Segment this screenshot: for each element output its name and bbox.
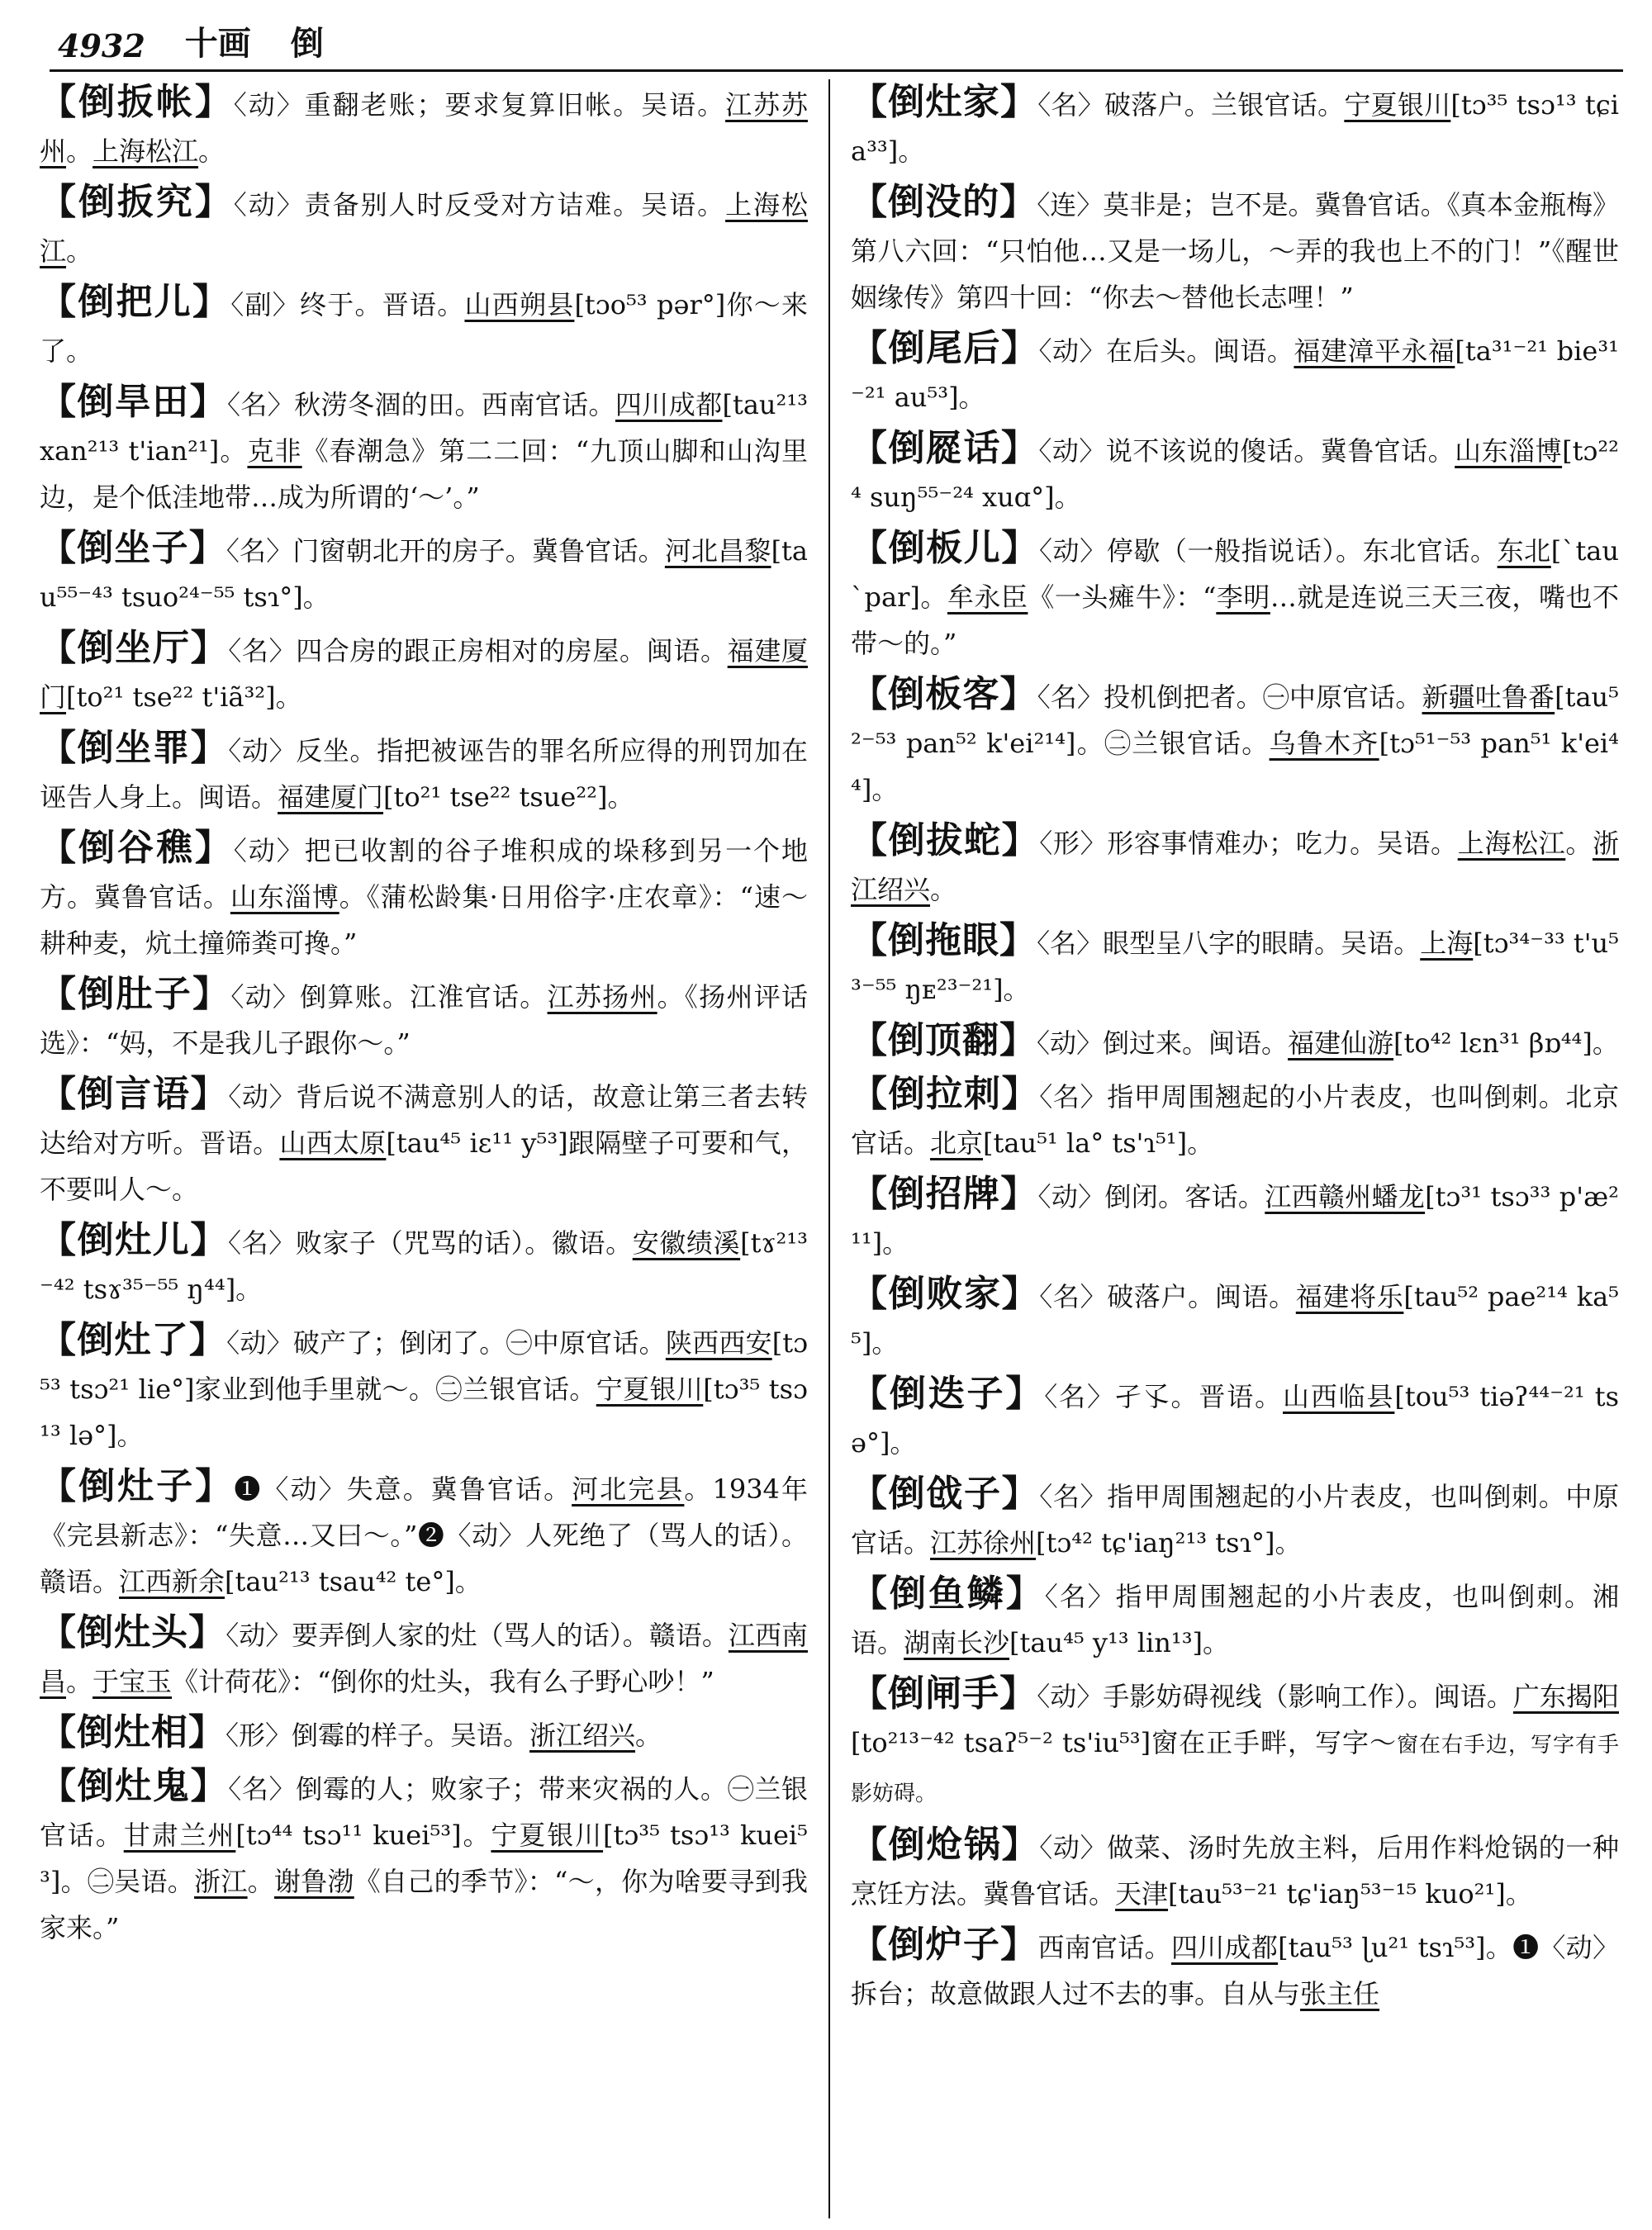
entry-headword: 【倒灶鬼】	[40, 1765, 229, 1807]
entry-headword: 【倒没的】	[851, 181, 1037, 223]
place-name: 宁夏银川	[1344, 89, 1451, 121]
definition-text: 〈名〉投机倒把者。㊀中原官话。	[1037, 681, 1422, 713]
place-name: 浙江	[194, 1866, 248, 1897]
place-name: 四川成都	[1170, 1932, 1279, 1963]
entry-headword: 【倒灶头】	[40, 1611, 226, 1654]
entry-headword: 【倒招牌】	[851, 1173, 1038, 1215]
entry-headword: 【倒把儿】	[40, 281, 231, 323]
place-name: 福建厦门	[278, 781, 384, 813]
place-name: 河北昌黎	[664, 535, 771, 567]
dictionary-entry	[851, 79, 1619, 174]
definition-text: 〈名〉眼型呈八字的眼睛。吴语。	[1037, 928, 1421, 959]
place-name: 福建漳平永福	[1294, 335, 1455, 367]
definition-text: 〈形〉形容事情难办；吃力。吴语。	[1039, 828, 1458, 859]
definition-text: 。《蒲松龄集·日用俗字·庄农章》：“速～耕种麦，炕土撞筛粪可搀。”	[40, 881, 808, 959]
entry-headword: 【倒迭子】	[851, 1373, 1045, 1415]
definition-text: 〈动〉做菜、汤时先放主料，后用作料炝锅的一种烹饪方法。冀鲁官话。	[851, 1832, 1619, 1910]
place-name: 湖南长沙	[904, 1627, 1010, 1658]
definition-text: [to²¹ tse²² t'iã³²]。	[66, 681, 302, 713]
definition-text: [ta³¹⁻²¹ bie³¹⁻²¹ au⁵³]。	[851, 335, 1619, 413]
definition-text: 。	[198, 135, 225, 167]
entry-headword: 【倒谷穛】	[40, 827, 234, 869]
definition-text: [tau⁵²⁻⁵³ pan⁵² k'ei²¹⁴]。㊁兰银官话。	[851, 681, 1619, 759]
place-name: 谢鲁渤	[273, 1866, 354, 1897]
stroke-section: 十画	[184, 24, 251, 63]
dictionary-entry	[851, 1071, 1619, 1166]
dictionary-entry	[40, 625, 808, 720]
definition-text: 〈动〉倒算账。江淮官话。	[230, 981, 548, 1013]
definition-text: 〈名〉败家子（咒骂的话）。徽语。	[228, 1227, 633, 1259]
definition-text: [tou⁵³ tiəʔ⁴⁴⁻²¹ tsə°]。	[851, 1381, 1619, 1459]
dictionary-entry	[40, 1610, 808, 1705]
gloss-note: 窗在右手边，写字有手影妨碍。	[851, 1733, 1619, 1806]
entry-headword: 【倒板客】	[851, 673, 1037, 715]
definition-text: 〈名〉破落户。闽语。	[1039, 1281, 1296, 1312]
entry-headword: 【倒言语】	[40, 1073, 229, 1115]
place-name: 张主任	[1300, 1978, 1380, 2009]
definition-text: [tɔ³⁵ tsɔ¹³ tɕia³³]。	[851, 89, 1619, 167]
definition-text: 。	[247, 1866, 274, 1897]
definition-text: [tau²¹³ xan²¹³ t'ian²¹]。	[40, 389, 808, 467]
definition-text: 。	[66, 1666, 93, 1697]
entry-headword: 【倒坐罪】	[40, 727, 229, 769]
definition-text: [tau⁵² pae²¹⁴ ka⁵⁵]。	[851, 1281, 1619, 1359]
place-name: 李明	[1216, 581, 1270, 613]
place-name: 甘肃兰州	[123, 1820, 236, 1851]
dictionary-entry	[851, 1271, 1619, 1366]
definition-text: [tau⁵³⁻²¹ tɕ'iaŋ⁵³⁻¹⁵ kuo²¹]。	[1168, 1878, 1532, 1910]
definition-text: [tɔ³⁴⁻³³ t'u⁵³⁻⁵⁵ ŋᴇ²³⁻²¹]。	[851, 928, 1619, 1005]
entry-headword: 【倒肚子】	[40, 973, 231, 1015]
definition-text: [tɔ³¹ tsɔ³³ p'æ²¹¹]。	[851, 1181, 1619, 1259]
definition-text: 。1934年《完县新志》：“失意…又曰～。”❷〈动〉人死绝了（骂人的话）。赣语。	[40, 1473, 808, 1597]
place-name: 上海	[1420, 928, 1474, 959]
entry-headword: 【倒灶子】	[40, 1465, 235, 1507]
place-name: 福建厦门	[40, 635, 808, 713]
entry-headword: 【倒尾后】	[851, 327, 1039, 369]
entry-headword: 【倒坐子】	[40, 527, 226, 569]
entry-headword: 【倒拖眼】	[851, 919, 1037, 961]
place-name: 江西赣州蟠龙	[1265, 1181, 1426, 1212]
entry-headword: 【倒㞞话】	[851, 427, 1039, 469]
definition-text: 〈动〉倒闭。客话。	[1037, 1181, 1265, 1212]
place-name: 广东揭阳	[1512, 1681, 1619, 1712]
page-header	[58, 18, 1619, 64]
definition-text: …就是连说三天三夜，嘴也不带～的。”	[851, 581, 1619, 659]
place-name: 山东淄博	[230, 881, 339, 913]
place-name: 乌鲁木齐	[1269, 728, 1379, 759]
definition-text: 〈名〉指甲周围翘起的小片表皮，也叫倒刺。中原官话。	[851, 1481, 1619, 1559]
place-name: 福建将乐	[1295, 1281, 1404, 1312]
entry-headword: 【倒扳究】	[40, 181, 234, 223]
place-name: 山西太原	[279, 1127, 387, 1159]
definition-text: 。	[1565, 828, 1593, 859]
dictionary-entry	[40, 1071, 808, 1212]
definition-text: 〈连〉莫非是；岂不是。冀鲁官话。《真本金瓶梅》第八六回：“只怕他…又是一场儿，～弄的我也上不的门！”《醒世姻缘传》第四十回：“你去～替他长志哩！”	[851, 189, 1619, 313]
dictionary-entry	[40, 1710, 808, 1758]
dictionary-entry	[851, 1471, 1619, 1566]
definition-text: 西南官话。	[1037, 1932, 1171, 1963]
dictionary-entry	[40, 1217, 808, 1312]
dictionary-entry	[851, 1822, 1619, 1917]
definition-text: 〈动〉停歇（一般指说话）。东北官话。	[1038, 535, 1498, 567]
place-name: 江苏扬州	[547, 981, 657, 1013]
definition-text: 〈名〉秋涝冬涸的田。西南官话。	[226, 389, 615, 420]
dictionary-entry	[851, 671, 1619, 813]
definition-text: [tɔ⁴² tɕ'iaŋ²¹³ tsɿ°]。	[1036, 1527, 1302, 1559]
place-name: 河北完县	[572, 1473, 685, 1505]
entry-headword: 【倒拉刺】	[851, 1073, 1040, 1115]
place-name: 山西临县	[1282, 1381, 1395, 1412]
entry-headword: 【倒灶家】	[851, 81, 1038, 123]
place-name: 安徽绩溪	[632, 1227, 741, 1259]
definition-text: 《一头瘫牛》：“	[1028, 581, 1217, 613]
left-column	[40, 79, 808, 2218]
place-name: 浙江绍兴	[851, 828, 1619, 905]
entry-headword: 【倒灶了】	[40, 1319, 227, 1361]
definition-text: 〈动〉要弄倒人家的灶（骂人的话）。赣语。	[225, 1620, 729, 1651]
dictionary-entry	[851, 325, 1619, 420]
dictionary-entry	[40, 1464, 808, 1605]
dictionary-entry	[40, 79, 808, 174]
definition-text: [tɔo⁵³ pər°]你～来了。	[40, 289, 808, 367]
definition-text: 〈动〉反坐。指把被诬告的罪名所应得的刑罚加在诬告人身上。闽语。	[40, 735, 808, 813]
place-name: 新疆吐鲁番	[1422, 681, 1555, 713]
entry-headword: 【倒炝锅】	[851, 1824, 1040, 1866]
dictionary-entry	[40, 1317, 808, 1459]
place-name: 东北	[1497, 535, 1551, 567]
place-name: 江苏徐州	[930, 1527, 1037, 1559]
definition-text: [tɔ³⁵ tsɔ¹³ lə°]。	[40, 1374, 808, 1451]
dictionary-entry	[851, 1922, 1619, 2017]
entry-headword: 【倒灶相】	[40, 1711, 225, 1753]
definition-text: 〈名〉破落户。兰银官话。	[1037, 89, 1345, 121]
entry-headword: 【倒闸手】	[851, 1672, 1037, 1715]
definition-text: 《春潮急》第二二回：“九顶山脚和山沟里边，是个低洼地带…成为所谓的‘～’。”	[40, 435, 808, 513]
dictionary-entry	[851, 1171, 1619, 1266]
entry-headword: 【倒板儿】	[851, 527, 1039, 569]
place-name: 于宝玉	[93, 1666, 173, 1697]
definition-text: 〈动〉手影妨碍视线（影响工作）。闽语。	[1037, 1681, 1513, 1712]
definition-text: ❶〈动〉失意。冀鲁官话。	[234, 1473, 572, 1505]
place-name: 上海松江	[93, 135, 199, 167]
place-name: 上海松江	[1457, 828, 1566, 859]
definition-text: [tɤ²¹³⁻⁴² tsɤ³⁵⁻⁵⁵ ŋ⁴⁴]。	[40, 1227, 808, 1305]
dictionary-entry	[851, 425, 1619, 520]
dictionary-entry	[40, 525, 808, 620]
dictionary-entry	[851, 818, 1619, 913]
definition-text: [tɔ³⁵ tsɔ¹³ kuei⁵³]。㊁吴语。	[40, 1820, 808, 1897]
place-name: 上海松江	[40, 189, 808, 267]
definition-text: 〈名〉四合房的跟正房相对的房屋。闽语。	[228, 635, 728, 667]
dictionary-entry	[851, 1671, 1619, 1817]
definition-text: 《自己的季节》：“～，你为啥要寻到我家来。”	[40, 1866, 808, 1943]
dictionary-entry	[40, 179, 808, 274]
entry-headword: 【倒鱼鳞】	[851, 1573, 1045, 1615]
definition-text: 〈动〉破产了；倒闭了。㊀中原官话。	[226, 1327, 666, 1359]
definition-text: [to⁴² lɛn³¹ βɒ⁴⁴]。	[1393, 1027, 1619, 1059]
entry-headword: 【倒灶儿】	[40, 1219, 229, 1261]
definition-text: 〈副〉终于。晋语。	[230, 289, 465, 320]
definition-text: 。	[66, 135, 93, 167]
definition-text: 。	[66, 235, 93, 267]
definition-text: [tau⁵⁵⁻⁴³ tsuo²⁴⁻⁵⁵ tsɿ°]。	[40, 535, 808, 613]
definition-text: 。	[635, 1720, 662, 1751]
radical-character: 倒	[290, 24, 324, 63]
definition-text: [tɔ⁵¹⁻⁵³ pan⁵¹ k'ei⁴⁴]。	[851, 728, 1619, 805]
definition-text: 〈动〉背后说不满意别人的话，故意让第三者去转达给对方听。晋语。	[40, 1081, 808, 1159]
definition-text: 〈形〉倒霉的样子。吴语。	[225, 1720, 530, 1751]
entry-headword: 【倒顶翻】	[851, 1019, 1037, 1061]
place-name: 福建仙游	[1288, 1027, 1394, 1059]
definition-text: 。	[930, 874, 957, 905]
header-rule	[50, 69, 1623, 72]
definition-text: [tau⁴⁵ y¹³ lin¹³]。	[1009, 1627, 1230, 1658]
place-name: 江苏苏州	[40, 89, 808, 167]
definition-text: 〈动〉倒过来。闽语。	[1037, 1027, 1289, 1059]
column-divider	[828, 79, 830, 2218]
dictionary-entry	[40, 279, 808, 374]
definition-text: 〈动〉在后头。闽语。	[1038, 335, 1294, 367]
place-name: 宁夏银川	[596, 1374, 704, 1405]
definition-text: [tau⁵³ ɭu²¹ tsɿ⁵³]。❶〈动〉拆台；故意做跟人过不去的事。自从与	[851, 1932, 1619, 2009]
dictionary-entry	[40, 825, 808, 966]
place-name: 天津	[1115, 1878, 1169, 1910]
place-name: 江西南昌	[40, 1620, 808, 1697]
definition-text: 〈名〉指甲周围翘起的小片表皮，也叫倒刺。北京官话。	[851, 1081, 1619, 1159]
definition-text: [ˋtau ˋpar]。	[851, 535, 1619, 613]
place-name: 四川成都	[615, 389, 723, 420]
definition-text: 〈名〉门窗朝北开的房子。冀鲁官话。	[225, 535, 665, 567]
right-column	[851, 79, 1619, 2218]
definition-text: [tɔ⁵³ tsɔ²¹ lie°]家业到他手里就～。㊁兰银官话。	[40, 1327, 808, 1405]
place-name: 北京	[930, 1127, 984, 1159]
dictionary-entry	[851, 1371, 1619, 1466]
page-number: 4932	[58, 27, 145, 64]
definition-text: [to²¹ tse²² tsue²²]。	[383, 781, 634, 813]
definition-text: [tɔ²²⁴ suŋ⁵⁵⁻²⁴ xuɑ°]。	[851, 435, 1619, 513]
definition-text: 〈名〉指甲周围翘起的小片表皮，也叫倒刺。湘语。	[851, 1581, 1619, 1658]
definition-text: [tau²¹³ tsau⁴² te°]。	[225, 1566, 482, 1597]
definition-text: [tau⁵¹ la° ts'ɿ⁵¹]。	[983, 1127, 1214, 1159]
entry-headword: 【倒旱田】	[40, 381, 227, 423]
entry-headword: 【倒炉子】	[851, 1924, 1038, 1966]
dictionary-entry	[851, 1018, 1619, 1066]
dictionary-entry	[851, 525, 1619, 667]
definition-text: 〈名〉孑孓。晋语。	[1044, 1381, 1283, 1412]
place-name: 牟永臣	[947, 581, 1028, 613]
definition-text: 〈动〉说不该说的傻话。冀鲁官话。	[1038, 435, 1455, 467]
definition-text: 。《扬州评话选》：“妈，不是我儿子跟你～。”	[40, 981, 808, 1059]
definition-text: 〈动〉责备别人时反受对方诘难。吴语。	[233, 189, 726, 221]
entry-headword: 【倒戗子】	[851, 1473, 1040, 1515]
dictionary-entry	[40, 379, 808, 520]
entry-headword: 【倒拔蛇】	[851, 819, 1040, 861]
place-name: 江西新余	[119, 1566, 225, 1597]
definition-text: 〈名〉倒霉的人；败家子；带来灾祸的人。㊀兰银官话。	[40, 1773, 808, 1851]
definition-text: [tɔ⁴⁴ tsɔ¹¹ kuei⁵³]。	[235, 1820, 491, 1851]
dictionary-entry	[851, 1571, 1619, 1666]
definition-text: [to²¹³⁻⁴² tsaʔ⁵⁻² ts'iu⁵³]窗在正手畔，写字～	[851, 1727, 1398, 1758]
place-name: 克非	[247, 435, 302, 467]
place-name: 山东淄博	[1455, 435, 1563, 467]
place-name: 山西朔县	[464, 289, 575, 320]
place-name: 浙江绍兴	[529, 1720, 636, 1751]
place-name: 宁夏银川	[491, 1820, 604, 1851]
dictionary-entry	[851, 179, 1619, 320]
dictionary-entry	[40, 1763, 808, 1951]
dictionary-entry	[40, 971, 808, 1066]
entry-headword: 【倒扳帐】	[40, 81, 234, 123]
dictionary-entry	[40, 725, 808, 820]
definition-text: 〈动〉把已收割的谷子堆积成的垛移到另一个地方。冀鲁官话。	[40, 835, 808, 913]
definition-text: 〈动〉重翻老账；要求复算旧帐。吴语。	[233, 89, 726, 121]
definition-text: [tau⁴⁵ iɛ¹¹ y⁵³]跟隔壁子可要和气，不要叫人～。	[40, 1127, 808, 1205]
place-name: 陕西西安	[665, 1327, 772, 1359]
dictionary-entry	[851, 918, 1619, 1013]
entry-headword: 【倒坐厅】	[40, 627, 229, 669]
entry-headword: 【倒败家】	[851, 1273, 1040, 1315]
definition-text: 《计荷花》：“倒你的灶头，我有么子野心吵！”	[172, 1666, 714, 1697]
